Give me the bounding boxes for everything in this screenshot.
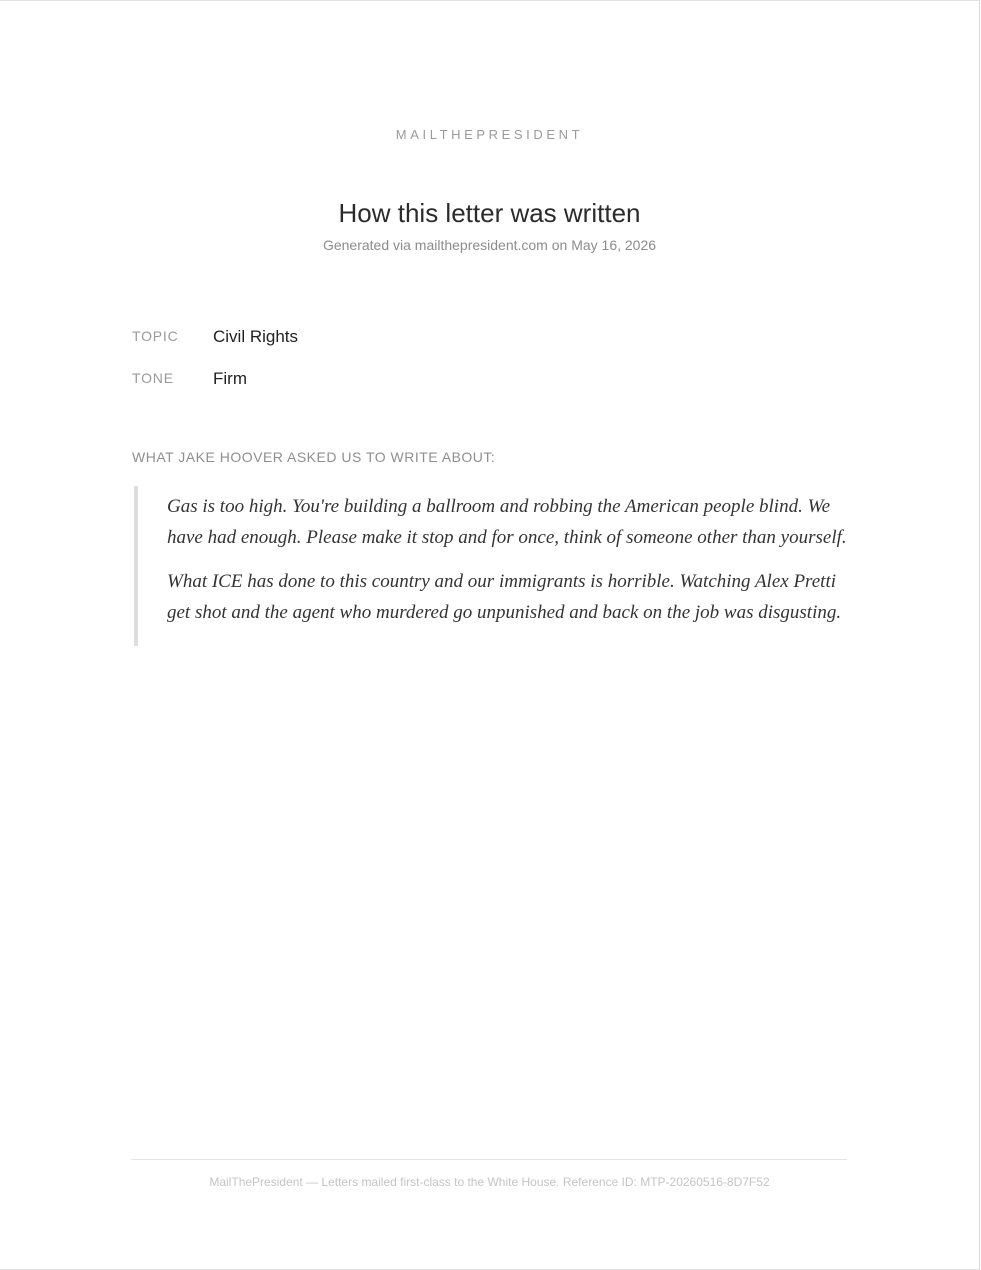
brand-wordmark: MAILTHEPRESIDENT (395, 127, 584, 142)
request-paragraph: Gas is too high. You're building a ballroom and robbing the American people blind. We have had enough. Please make it stop and for once, think of someone other than yourself. (167, 496, 847, 548)
topic-value: Civil Rights (213, 327, 299, 346)
topic-label: TOPIC (132, 328, 179, 344)
footer-divider (131, 1159, 847, 1160)
page-title: How this letter was written (338, 198, 641, 228)
tone-value: Firm (213, 369, 247, 388)
request-blockquote (134, 486, 847, 646)
request-heading: WHAT JAKE HOOVER ASKED US TO WRITE ABOUT: (132, 449, 496, 465)
request-paragraph: What ICE has done to this country and our immigrants is horrible. Watching Alex Pretti get shot and the agent who murdered go unpunished and back on the job was disgusting. (167, 571, 842, 623)
footer-note: MailThePresident — Letters mailed first-class to the White House. Reference ID: MTP-20260516-8D7F52 (209, 1175, 770, 1189)
tone-label: TONE (132, 370, 174, 386)
page-subtitle: Generated via mailthepresident.com on May 16, 2026 (322, 237, 657, 253)
